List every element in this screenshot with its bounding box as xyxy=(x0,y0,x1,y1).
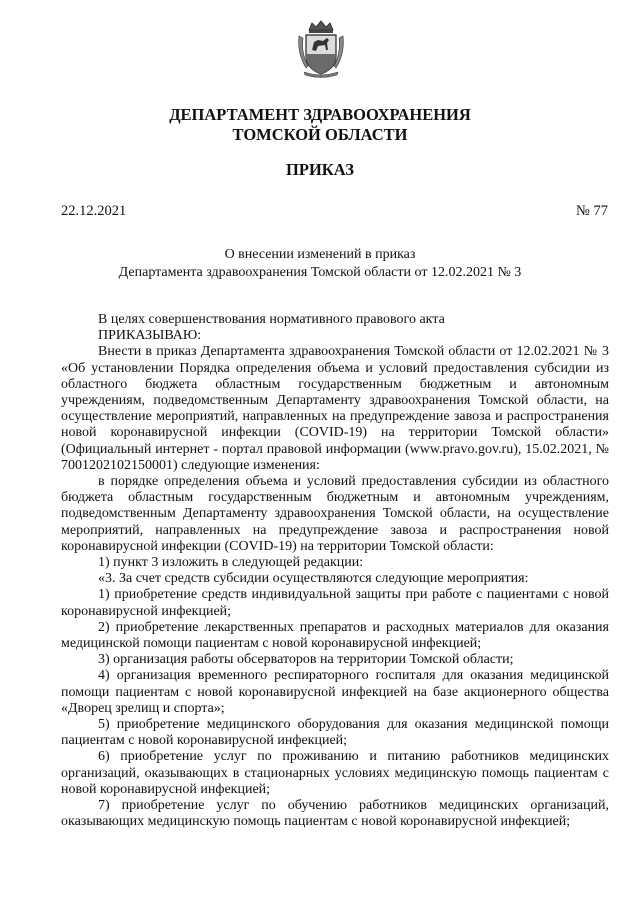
body-paragraph: В целях совершенствования нормативного правового акта xyxy=(98,312,445,327)
body-paragraph: в порядке определения объема и условий предоставления субсидии из областного бюджета областным государственным бюджетным и автономным учреждениям, подведомственным Департаменту здравоохранения Томской области, на осуществление мероприятий, направленных на предупреждение завоза и распространения новой коронавирусной инфекции (COVID-19) на территории Томской области: xyxy=(61,474,609,554)
document-number: № 77 xyxy=(576,203,608,219)
document-body xyxy=(61,312,609,831)
body-paragraph: ПРИКАЗЫВАЮ: xyxy=(98,328,202,344)
body-paragraph: 7) приобретение услуг по обучению работников медицинских организаций, оказывающих медицинскую помощь пациентам с новой коронавирусной инфекцией; xyxy=(61,798,609,830)
organization-name-line1: ДЕПАРТАМЕНТ ЗДРАВООХРАНЕНИЯ xyxy=(169,105,471,124)
body-paragraph: 2) приобретение лекарственных препаратов и расходных материалов для оказания медицинской помощи пациентам с новой коронавирусной инфекцией; xyxy=(61,619,609,652)
subject-line1: О внесении изменений в приказ xyxy=(224,247,416,262)
body-paragraph: 4) организация временного респираторного госпиталя для оказания медицинской помощи пациентам с новой коронавирусной инфекцией на базе акционерного общества «Дворец зрелищ и спорта»; xyxy=(61,668,609,716)
document-date: 22.12.2021 xyxy=(61,203,127,219)
body-paragraph: Внести в приказ Департамента здравоохранения Томской области от 12.02.2021 № 3 «Об установлении Порядка определения объема и условий предоставления субсидии из областного бюджета областным государственным бюджетным и автономным учреждениям, подведомственным Департаменту здравоохранения Томской области, на осуществление мероприятий, направленных на предупреждение завоза и распространения новой коронавирусной инфекции (COVID-19) на территории Томской области» (Официальный интернет - портал правовой информации (www.pravo.gov.ru), 15.02.2021, № 7001202102150001) следующие изменения: xyxy=(61,344,609,473)
body-paragraph: 1) пункт 3 изложить в следующей редакции: xyxy=(98,555,364,571)
body-paragraph: 5) приобретение медицинского оборудования для оказания медицинской помощи пациентам с новой коронавирусной инфекцией; xyxy=(61,717,609,749)
body-paragraph: 1) приобретение средств индивидуальной защиты при работе с пациентами с новой коронавирусной инфекцией; xyxy=(61,587,609,619)
tomsk-region-coat-of-arms-icon xyxy=(296,18,346,78)
body-paragraph: 3) организация работы обсерваторов на территории Томской области; xyxy=(98,652,514,668)
subject-line2: Департамента здравоохранения Томской области от 12.02.2021 № 3 xyxy=(118,265,522,280)
body-paragraph: 6) приобретение услуг по проживанию и питанию работников медицинских организаций, оказывающих в стационарных условиях медицинскую помощь пациентам с новой коронавирусной инфекцией; xyxy=(61,749,609,797)
organization-name-line2: ТОМСКОЙ ОБЛАСТИ xyxy=(232,125,408,144)
document-type-title: ПРИКАЗ xyxy=(286,160,354,179)
body-paragraph: «3. За счет средств субсидии осуществляются следующие мероприятия: xyxy=(98,571,529,587)
